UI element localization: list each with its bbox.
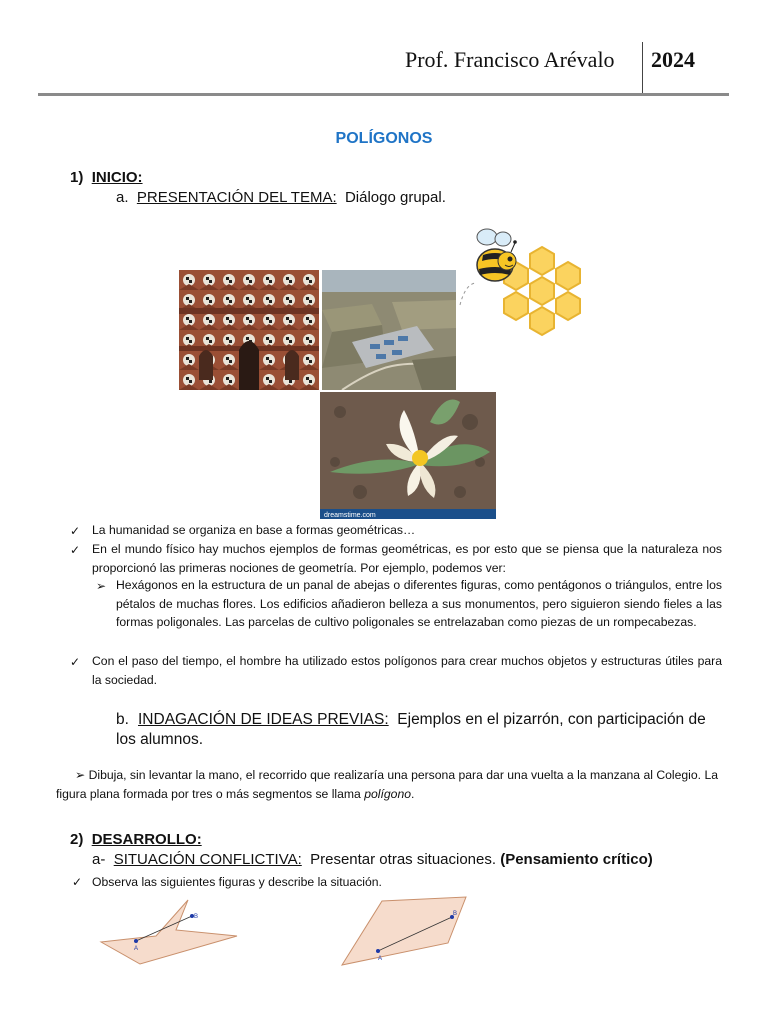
check-icon: ✓ — [72, 875, 83, 889]
arrow-icon: ➢ — [96, 579, 107, 593]
header-rule — [38, 93, 729, 96]
section2-title: DESARROLLO: — [91, 831, 202, 848]
section2-item-a — [92, 851, 653, 868]
header-author: Prof. Francisco Arévalo — [405, 47, 615, 72]
point-b-label: B — [194, 914, 199, 920]
photo-flower — [320, 392, 496, 519]
item-b-label: INDAGACIÓN DE IDEAS PREVIAS: — [138, 711, 389, 728]
arrow-icon: ➢ — [75, 768, 86, 782]
check-icon: ✓ — [70, 655, 81, 669]
photo-aerial-fields — [322, 270, 456, 390]
item-a-text: Diálogo grupal. — [344, 189, 446, 206]
point-a-dot — [134, 939, 138, 943]
section1-item-b — [116, 710, 726, 750]
section1-heading — [70, 169, 143, 186]
section2-heading — [70, 831, 202, 848]
check-icon: ✓ — [70, 543, 81, 557]
item-b-text: Ejemplos en el pizarrón, con participación de los alumnos. — [116, 711, 706, 748]
section2-item-a-text: Presentar otras situaciones. — [310, 851, 497, 868]
bullet-3: Hexágonos en la estructura de un panal de abejas o diferentes figuras, como pentágonos o triángulos, entre los pétalos de muchas flores. Los edificios añadieron belleza a sus monumentos, pero siguieron siendo fieles a las formas poligonales. Las parcelas de cultivo poligonales se entrelazaban como piezas de un rompecabezas. — [116, 578, 722, 629]
header-divider — [642, 42, 643, 94]
section1-number: 1) — [70, 169, 84, 186]
check-icon: ✓ — [70, 524, 81, 538]
point-a-label: A — [134, 946, 139, 952]
section2-item-a-letter: a- — [92, 851, 106, 868]
point-a-label: A — [378, 956, 383, 962]
point-b-label: B — [453, 911, 458, 917]
illustration-bee-honeycomb — [455, 225, 585, 347]
photo-mudejar-tower — [179, 270, 319, 390]
section1-title: INICIO: — [91, 169, 143, 186]
bullet-2: En el mundo físico hay muchos ejemplos de formas geométricas, es por esto que se piensa que la naturaleza nos proporcionó las primeras nociones de geometría. Por ejemplo, podemos ver: — [92, 542, 722, 575]
activity-italic: polígono — [364, 786, 411, 801]
point-a-dot — [376, 949, 380, 953]
activity-text-after: . — [411, 786, 415, 801]
section2-bullet: Observa las siguientes figuras y describe la situación. — [92, 875, 382, 889]
bullet-4: Con el paso del tiempo, el hombre ha utilizado estos polígonos para crear muchos objetos y estructuras útiles para la sociedad. — [92, 654, 722, 687]
activity-text-before: Dibuja, sin levantar la mano, el recorrido que realizaría una persona para dar una vuelta a la manzana al Colegio. La figura plana formada por tres o más segmentos se llama — [56, 768, 718, 801]
figure-concave-polygon — [96, 896, 242, 968]
page-title: POLÍGONOS — [335, 130, 433, 147]
header-year: 2024 — [651, 47, 695, 72]
watermark-text: dreamstime.com — [324, 512, 376, 519]
section2-number: 2) — [70, 831, 84, 848]
figure-convex-polygon — [338, 893, 470, 969]
bullet-1: La humanidad se organiza en base a formas geométricas… — [92, 523, 416, 537]
section1-item-a — [116, 189, 446, 206]
section2-item-a-label: SITUACIÓN CONFLICTIVA: — [113, 851, 302, 868]
item-a-label: PRESENTACIÓN DEL TEMA: — [136, 189, 337, 206]
activity-text — [56, 766, 726, 803]
section2-item-a-bold: (Pensamiento crítico) — [500, 851, 653, 868]
item-a-letter: a. — [116, 189, 129, 206]
item-b-letter: b. — [116, 711, 129, 728]
